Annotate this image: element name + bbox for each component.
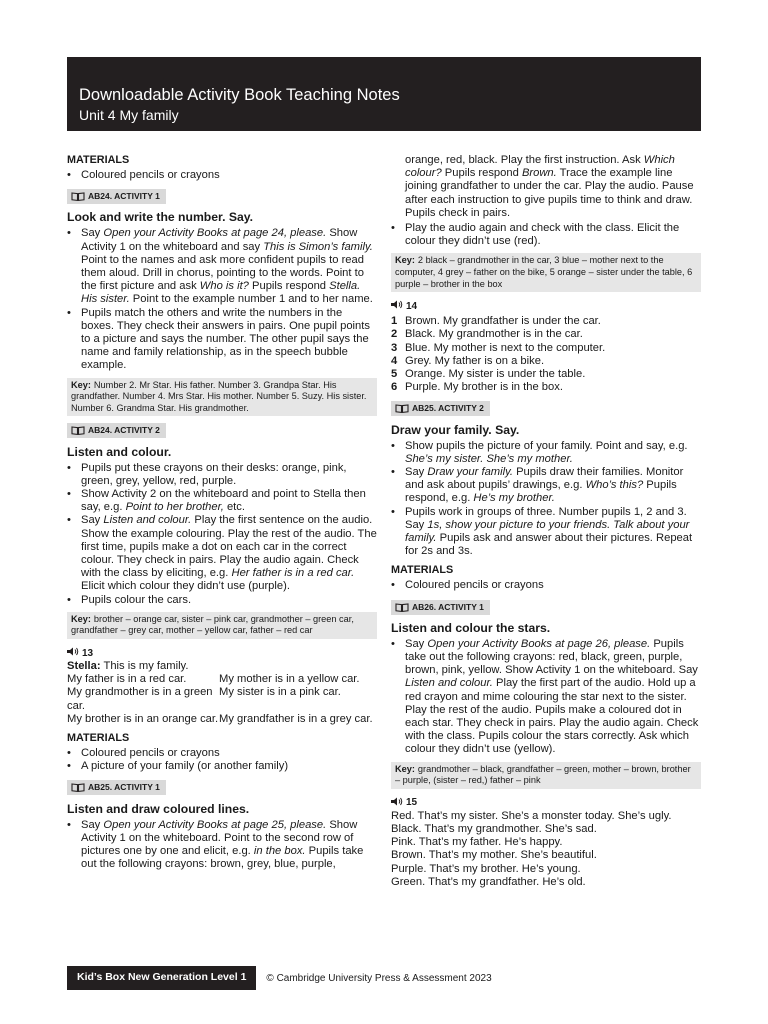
transcript-line: My grandfather is in a grey car. (219, 712, 373, 725)
transcript-line: 1 Brown. My grandfather is under the car. (391, 315, 601, 328)
transcript-line: 4 Grey. My father is on a bike. (391, 354, 545, 367)
step-item: • Show Activity 2 on the whiteboard and point to Stella then say, e.g. Point to her brother, etc. (81, 488, 377, 514)
book-icon (395, 603, 409, 612)
answer-key: Key: brother – orange car, sister – pink car, grandmother – green car, grandfather – grey car, mother – yellow car, father – red car (67, 612, 377, 639)
activity-tag (67, 780, 166, 795)
activity-tag-label: AB24. ACTIVITY 1 (88, 191, 160, 202)
audio-track (391, 300, 701, 313)
step-item: • Say Open your Activity Books at page 26, please. Pupils take out the following crayons: red, black, green, purple, brown, pink, yellow. Show Activity 1 on the whiteboard. Say Listen and colour. Play the first part of the audio. Hold up a red crayon and mime colouring the star next to the sister. Play the rest of the audio. Pupils make a coloured dot in each star. They check in pairs. Play the audio again. Check with the class. Pupils colour the stars correctly. Ask which colour they didn’t use (yellow). (405, 638, 701, 757)
activity-title: Listen and draw coloured lines. (67, 801, 250, 816)
track-number: 15 (406, 797, 418, 809)
book-icon (71, 192, 85, 201)
materials-item: • A picture of your family (or another family) (81, 760, 377, 773)
speaker-icon (391, 300, 403, 313)
transcript-line: Pink. That’s my father. He’s happy. (391, 836, 563, 849)
audio-track (67, 647, 377, 660)
step-item: • Pupils work in groups of three. Number pupils 1, 2 and 3. Say 1s, show your picture to your friends. Talk about your family. Pupils ask and answer about their pictures. Repeat for 2s and 3s. (405, 506, 701, 559)
step-item: • Pupils colour the cars. (81, 594, 377, 607)
book-icon (71, 783, 85, 792)
page-title: Downloadable Activity Book Teaching Notes (79, 86, 400, 104)
step-item: • Say Open your Activity Books at page 24, please. Show Activity 1 on the whiteboard and say This is Simon’s family. Point to the names and ask more confident pupils to read them aloud. Drill in chorus, pointing to the words. Point to the first picture and ask Who is it? Pupils respond Stella. His sister. Point to the example number 1 and to her name. (81, 227, 377, 306)
transcript-line: My mother is in a yellow car. (219, 673, 360, 686)
book-icon (71, 426, 85, 435)
activity-tag (391, 600, 490, 615)
transcript-line: 6 Purple. My brother is in the box. (391, 381, 563, 394)
audio-track (391, 797, 701, 810)
activity-steps (67, 462, 377, 607)
activity-tag-label: AB24. ACTIVITY 2 (88, 425, 160, 436)
continued-text: orange, red, black. Play the first instruction. Ask Which colour? Pupils respond Brown. Trace the example line joining grandfather to under the car. Play the audio. Pause after each instruction to give pupils time to think and draw. Pupils check in pairs. (405, 154, 694, 219)
activity-title: Listen and colour. (67, 444, 172, 459)
book-icon (395, 404, 409, 413)
activity-tag (67, 423, 166, 438)
answer-key: Key: Number 2. Mr Star. His father. Number 3. Grandpa Star. His grandfather. Number 4. Mrs Star. His mother. Number 5. Suzy. His sister. Number 6. Grandma Star. His grandmother. (67, 378, 377, 417)
transcript-line: 5 Orange. My sister is under the table. (391, 368, 586, 381)
transcript-line: 2 Black. My grandmother is in the car. (391, 328, 583, 341)
step-item: • Play the audio again and check with the class. Elicit the colour they didn’t use (red). (405, 222, 701, 248)
materials-list (67, 169, 377, 182)
activity-steps (391, 638, 701, 757)
answer-key: Key: grandmother – black, grandfather – green, mother – brown, brother – purple, (sister – red,) father – pink (391, 762, 701, 789)
transcript-list (391, 810, 701, 889)
transcript-intro: Stella: This is my family. (67, 660, 189, 673)
materials-list (67, 747, 377, 773)
transcript-line: Purple. That’s my brother. He’s young. (391, 862, 581, 875)
activity-tag-label: AB25. ACTIVITY 1 (88, 782, 160, 793)
materials-list (391, 579, 701, 592)
transcript-line: Green. That’s my grandfather. He’s old. (391, 875, 586, 888)
activity-steps (391, 222, 701, 248)
materials-heading: MATERIALS (67, 732, 130, 745)
transcript-line: Brown. That’s my mother. She’s beautiful. (391, 849, 597, 862)
materials-item: • Coloured pencils or crayons (81, 169, 377, 182)
activity-title: Listen and colour the stars. (391, 620, 551, 635)
speaker-icon (67, 647, 79, 660)
answer-key: Key: 2 black – grandmother in the car, 3 blue – mother next to the computer, 4 grey – father on the bike, 5 orange – sister under the table, 6 purple – brother in the box (391, 253, 701, 292)
step-item: • Show pupils the picture of your family. Point and say, e.g. She’s my sister. She’s my mother. (405, 440, 701, 466)
materials-heading: MATERIALS (391, 564, 454, 577)
transcript-line: My father is in a red car. (67, 673, 187, 686)
materials-heading: MATERIALS (67, 154, 130, 166)
left-column (67, 154, 377, 871)
page-footer (67, 966, 492, 990)
step-item: • Say Listen and colour. Play the first sentence on the audio. Show the example colouring. Play the rest of the audio. The first time, pupils make a dot on each car in the correct colour. They check in pairs. Play the audio again. Check with the class by eliciting, e.g. Her father is in a red car. Elicit which colour they didn’t use (purple). (81, 514, 377, 593)
step-item: • Pupils match the others and write the numbers in the boxes. They check their answers in pairs. One pupil points to a picture and says the number. The other pupil says the name and family relationship, as in the speech bubble example. (81, 307, 377, 373)
right-column (391, 154, 701, 889)
title-banner (67, 57, 701, 131)
series-badge: Kid’s Box New Generation Level 1 (67, 966, 256, 990)
page-subtitle: Unit 4 My family (79, 107, 179, 123)
activity-steps (67, 819, 377, 872)
activity-tag (391, 401, 490, 416)
track-number: 13 (82, 647, 94, 659)
activity-steps (67, 227, 377, 372)
step-item: • Say Draw your family. Pupils draw their families. Monitor and ask about pupils’ drawings, e.g. Who’s this? Pupils respond, e.g. He’s my brother. (405, 466, 701, 506)
track-number: 14 (406, 300, 418, 312)
activity-tag-label: AB25. ACTIVITY 2 (412, 403, 484, 414)
step-item: • Pupils put these crayons on their desks: orange, pink, green, grey, yellow, red, purple. (81, 462, 377, 488)
transcript-line: Red. That’s my sister. She’s a monster today. She’s ugly. (391, 809, 672, 822)
transcript-grid (67, 673, 377, 726)
activity-title: Draw your family. Say. (391, 422, 520, 437)
transcript-line: My sister is in a pink car. (219, 686, 341, 699)
materials-item: • Coloured pencils or crayons (405, 579, 701, 592)
activity-tag-label: AB26. ACTIVITY 1 (412, 601, 484, 612)
transcript-line: My grandmother is in a green car. (67, 686, 213, 712)
activity-tag (67, 189, 166, 204)
transcript-line: My brother is in an orange car. (67, 712, 219, 725)
materials-item: • Coloured pencils or crayons (81, 747, 377, 760)
activity-title: Look and write the number. Say. (67, 210, 254, 225)
activity-steps (391, 440, 701, 559)
speaker-icon (391, 797, 403, 810)
transcript-line: Black. That’s my grandmother. She’s sad. (391, 823, 597, 836)
transcript-line: 3 Blue. My mother is next to the computer. (391, 341, 606, 354)
transcript-list (391, 315, 701, 394)
copyright-text: © Cambridge University Press & Assessment 2023 (266, 972, 492, 984)
step-item: • Say Open your Activity Books at page 25, please. Show Activity 1 on the whiteboard. Point to the second row of pictures one by one and elicit, e.g. in the box. Pupils take out the following crayons: brown, grey, blue, purple, (81, 819, 377, 872)
